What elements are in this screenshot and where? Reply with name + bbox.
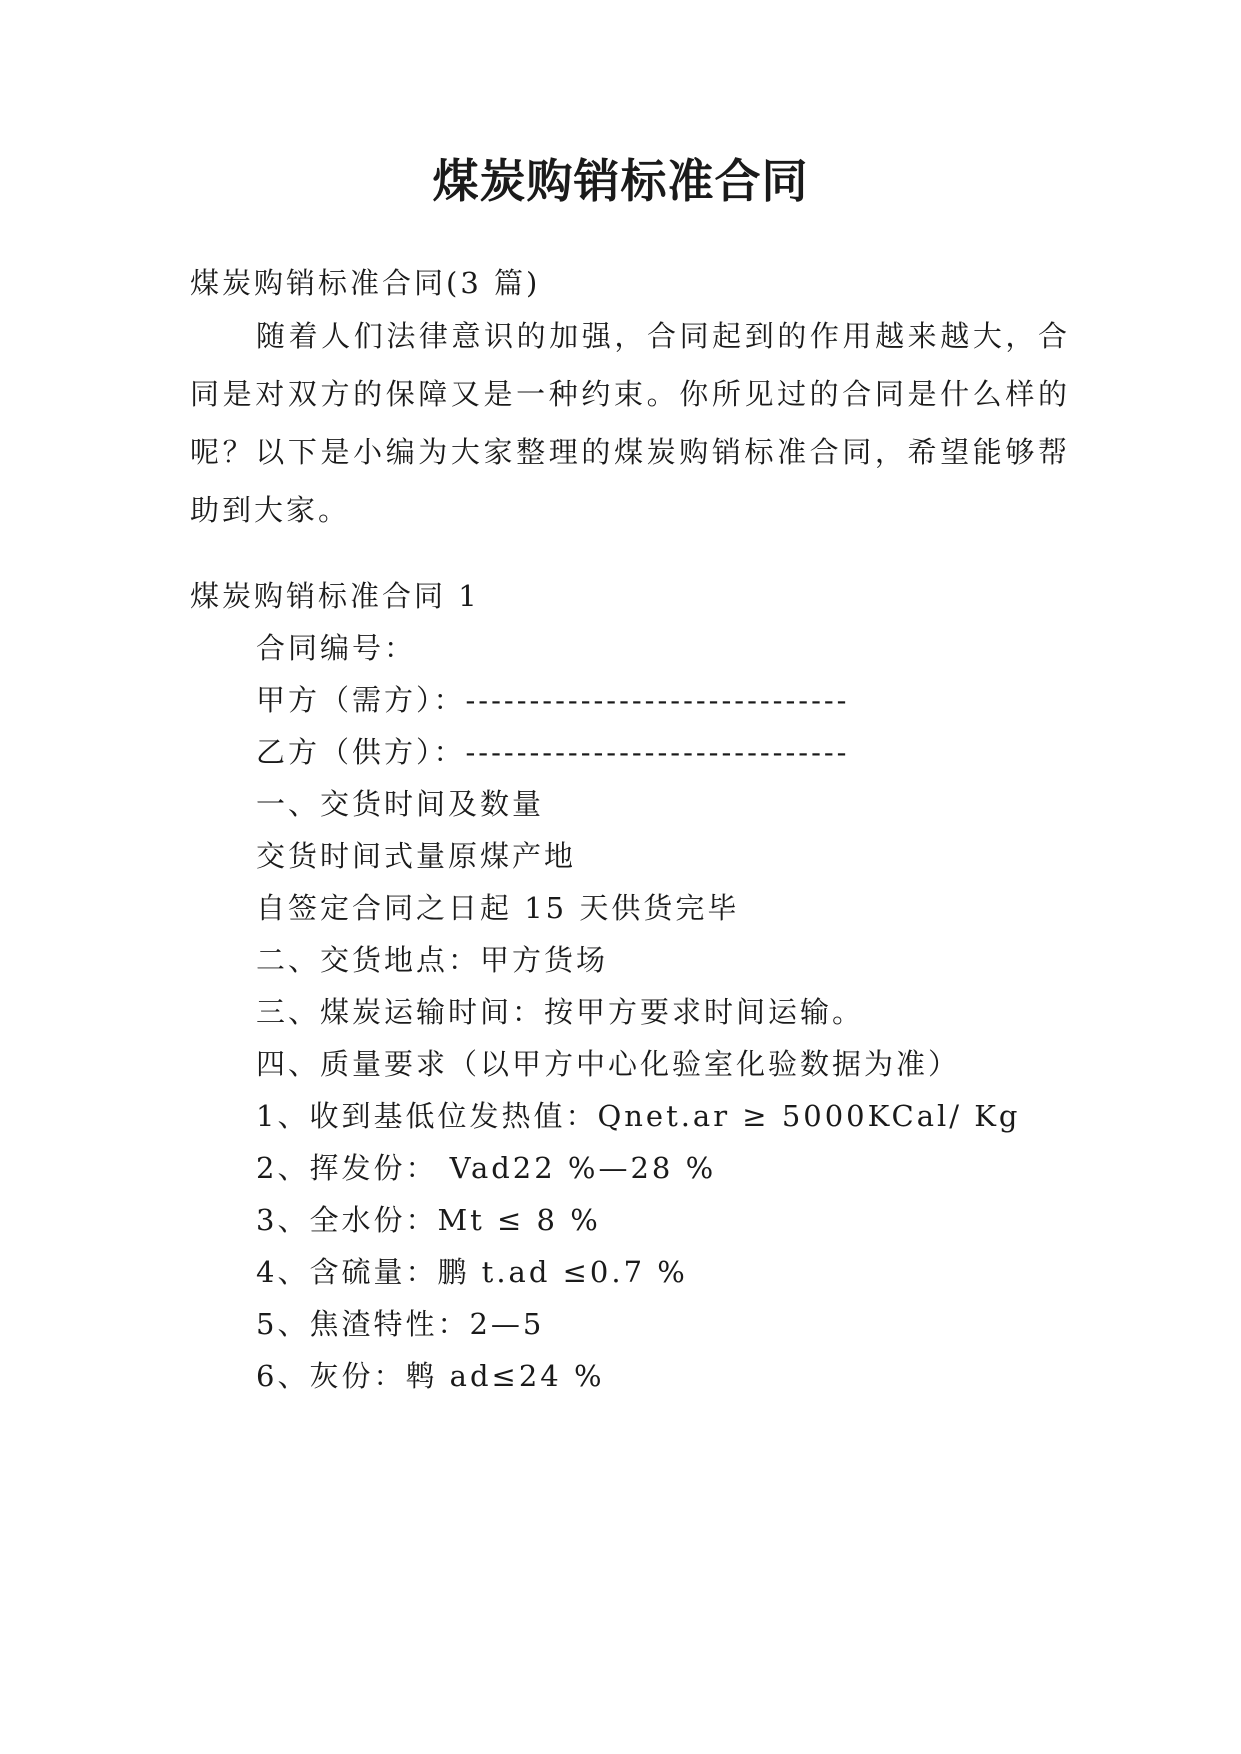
clause-heading: 三、煤炭运输时间：按甲方要求时间运输。 [256,995,865,1029]
document-subtitle: 煤炭购销标准合同(3 篇) [190,266,541,300]
party-a-line: 甲方（需方）：------------------------------ [256,683,850,717]
contract-number-line: 合同编号： [256,631,417,665]
clause-line: 交货时间式量原煤产地 [256,839,577,873]
clause-heading: 四、质量要求（以甲方中心化验室化验数据为准） [256,1047,961,1081]
quality-item: 4、含硫量：鹏 t.ad ≤0.7 % [256,1255,688,1289]
quality-item: 3、全水份：Mt ≤ 8 % [256,1203,601,1237]
clause-heading: 二、交货地点：甲方货场 [256,943,609,977]
clause-heading: 一、交货时间及数量 [256,787,545,821]
section-heading: 煤炭购销标准合同 1 [190,579,480,613]
quality-item: 5、焦渣特性：2—5 [256,1307,545,1341]
quality-item: 6、灰份：鹎 ad≤24 % [256,1359,605,1393]
quality-item: 1、收到基低位发热值：Qnet.ar ≥ 5000KCal/ Kg [256,1099,1021,1133]
party-b-line: 乙方（供方）：------------------------------ [256,735,850,769]
document-title: 煤炭购销标准合同 [432,154,809,208]
intro-paragraph: 随着人们法律意识的加强，合同起到的作用越来越大，合同是对双方的保障又是一种约束。你所见过的合同是什么样的呢？以下是小编为大家整理的煤炭购销标准合同，希望能够帮助到大家。 [190,319,1070,527]
quality-item: 2、挥发份： Vad22 %—28 % [256,1151,717,1185]
clause-line: 自签定合同之日起 15 天供货完毕 [256,891,740,925]
